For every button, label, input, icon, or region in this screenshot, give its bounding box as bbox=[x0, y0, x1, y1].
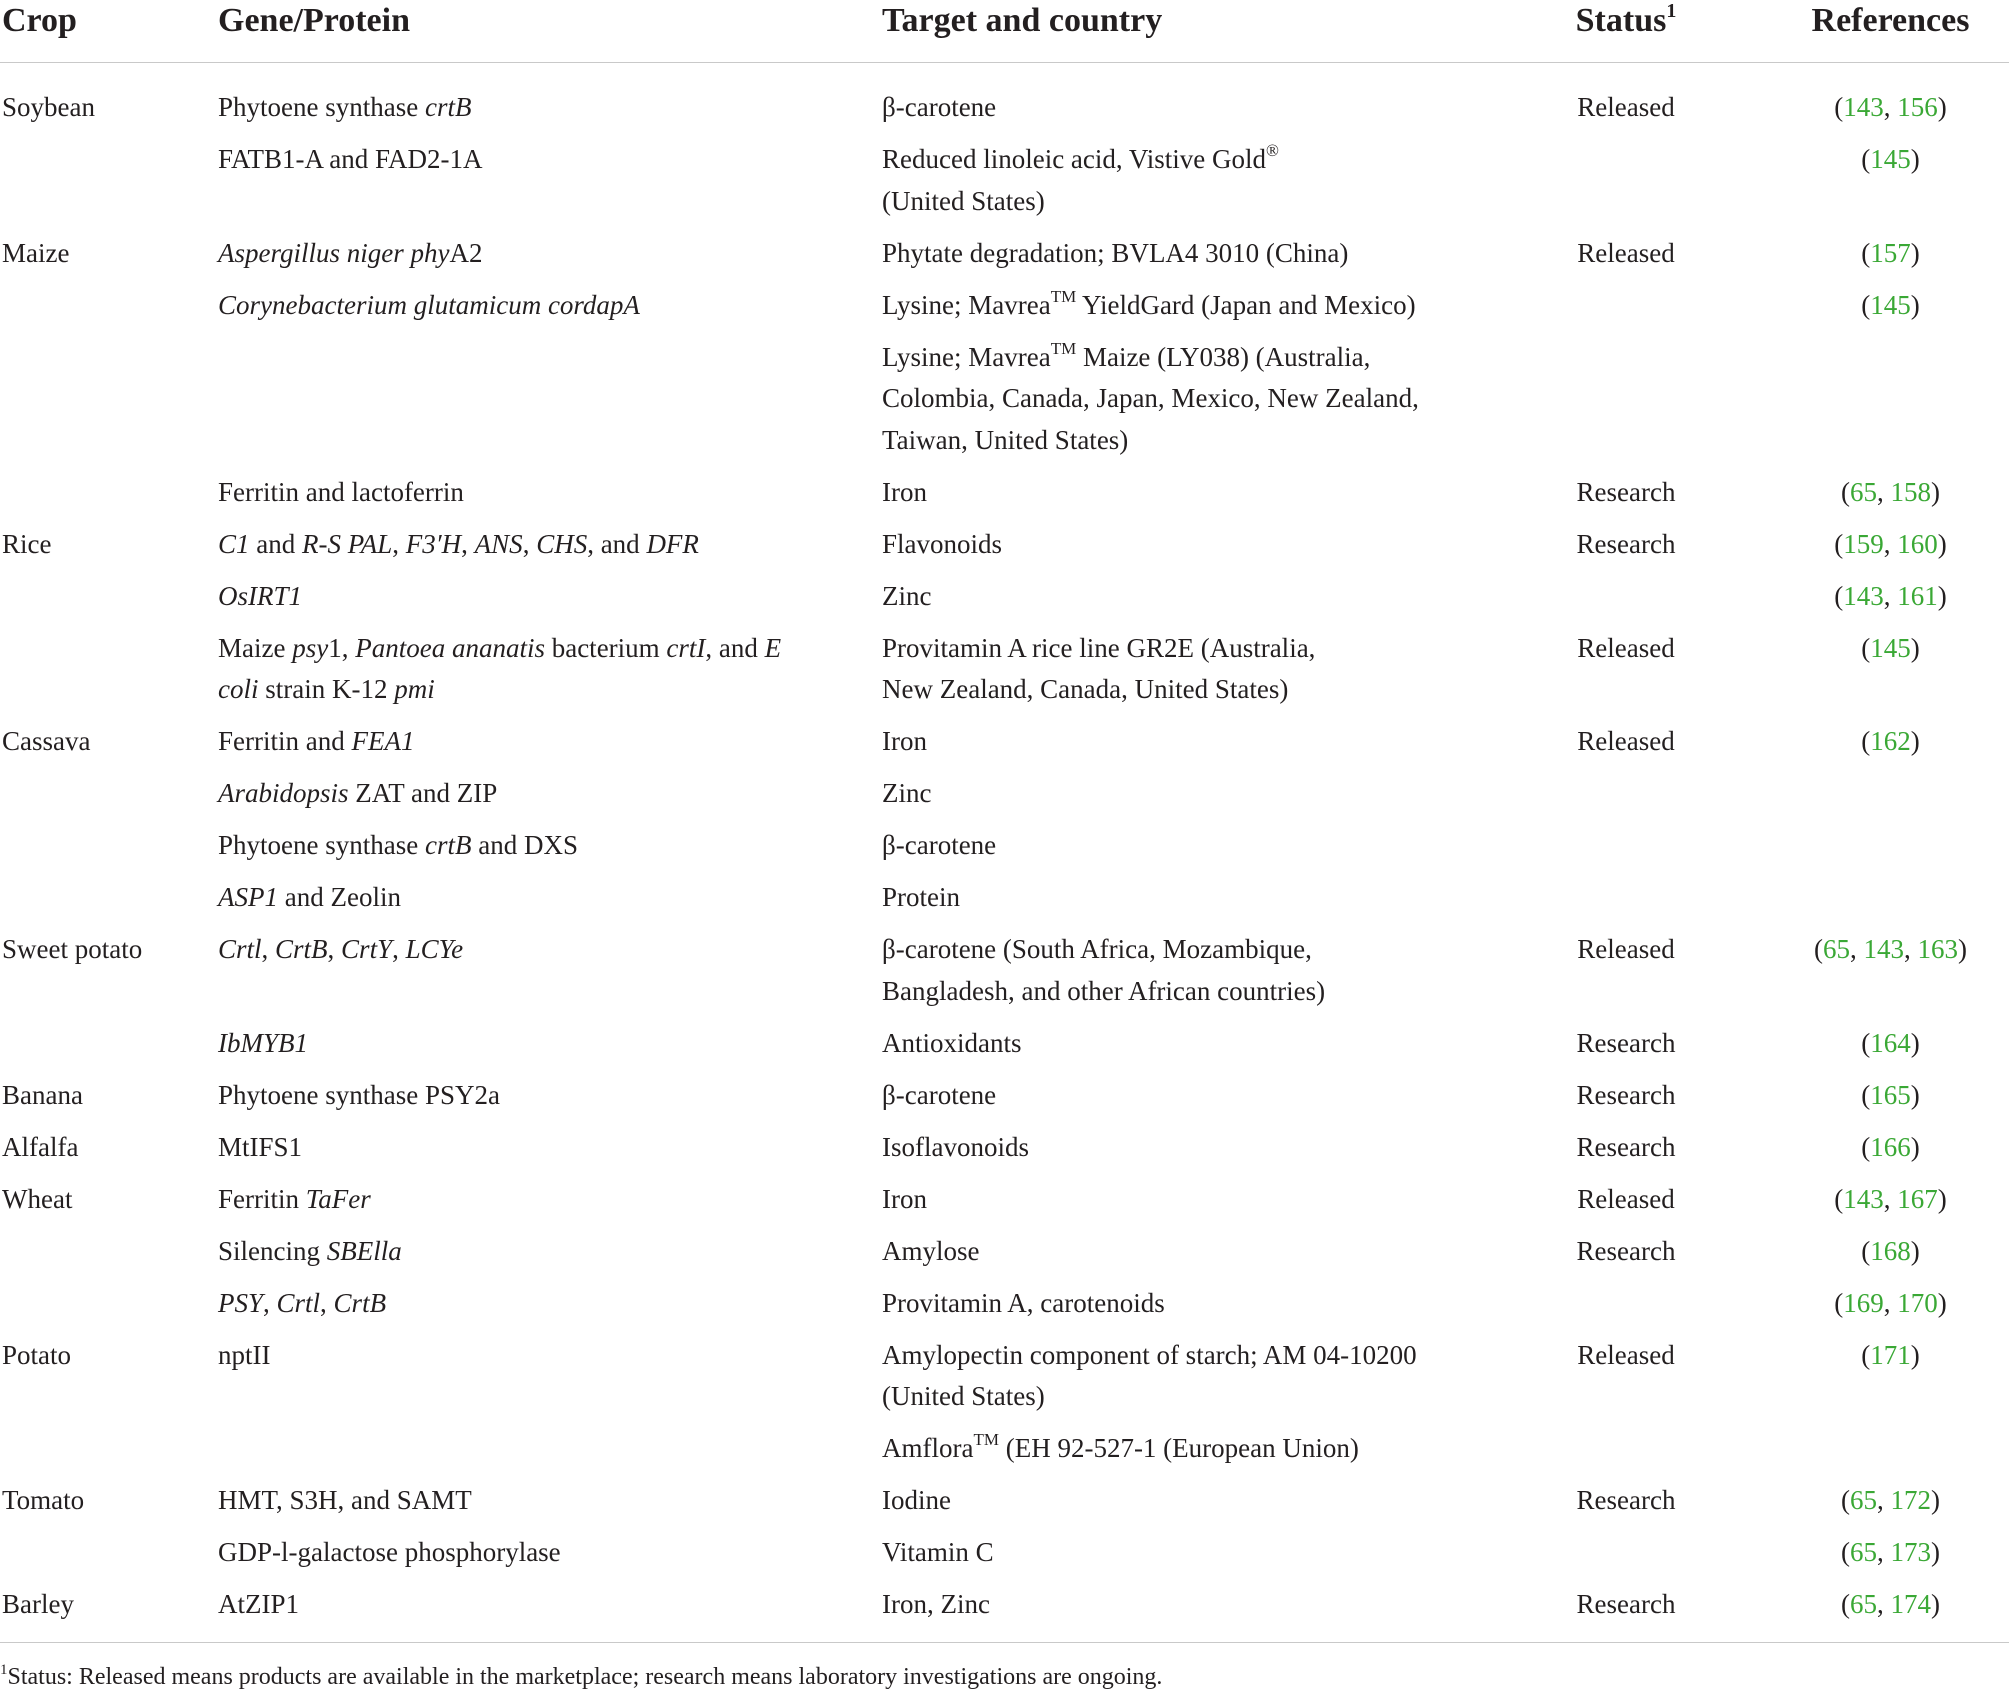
reference-link[interactable]: 162 bbox=[1870, 726, 1911, 756]
text-segment: F3′H bbox=[405, 528, 462, 559]
cell-status bbox=[1480, 139, 1770, 233]
cell-references: (145) bbox=[1861, 632, 1920, 663]
header-references: References bbox=[1770, 0, 2009, 63]
text-segment: , bbox=[263, 1287, 277, 1318]
cell-status bbox=[1480, 1428, 1770, 1480]
cell-status: Released bbox=[1577, 934, 1675, 964]
text-segment: crtB bbox=[424, 92, 472, 122]
reference-link[interactable]: 171 bbox=[1870, 1339, 1911, 1370]
table-row bbox=[0, 721, 2009, 773]
text-segment: Crtl bbox=[276, 1287, 321, 1318]
table-row bbox=[0, 337, 2009, 472]
table-row bbox=[0, 877, 2009, 929]
text-segment: TM bbox=[1050, 338, 1077, 358]
cell-status: Released bbox=[1577, 1183, 1675, 1214]
text-segment: Maize (LY038) (Australia, bbox=[1076, 341, 1371, 372]
cell-status bbox=[1480, 825, 1770, 877]
cell-crop bbox=[0, 1231, 216, 1283]
table-row bbox=[0, 773, 2009, 825]
cell-status bbox=[1480, 877, 1770, 929]
text-segment: ANS bbox=[474, 528, 523, 559]
cell-crop: Alfalfa bbox=[2, 1131, 79, 1162]
reference-link[interactable]: 159 bbox=[1843, 528, 1884, 559]
table-row bbox=[0, 1283, 2009, 1335]
table-row bbox=[0, 524, 2009, 576]
cell-gene bbox=[216, 337, 880, 472]
table-row bbox=[0, 628, 2009, 722]
cell-references: (168) bbox=[1861, 1235, 1920, 1266]
cell-status bbox=[1480, 576, 1770, 628]
reference-link[interactable]: 170 bbox=[1897, 1287, 1938, 1318]
table-header bbox=[0, 0, 2009, 63]
cell-target bbox=[880, 1023, 1480, 1075]
cell-references: (65, 172) bbox=[1841, 1485, 1940, 1515]
text-segment: FEA1 bbox=[351, 726, 415, 756]
text-segment: GDP-l-galactose phosphorylase bbox=[218, 1537, 561, 1567]
reference-link[interactable]: 143 bbox=[1843, 580, 1884, 611]
text-segment: psy bbox=[292, 632, 329, 663]
cell-references: (65, 158) bbox=[1841, 476, 1940, 507]
cell-target bbox=[880, 1179, 1480, 1231]
cell-status bbox=[1480, 1283, 1770, 1335]
text-segment: TM bbox=[973, 1430, 999, 1449]
text-segment: CHS bbox=[536, 528, 588, 559]
cell-gene bbox=[216, 1532, 880, 1584]
text-segment: , bbox=[392, 934, 406, 964]
text-segment: Crtl bbox=[218, 934, 262, 964]
table-row bbox=[0, 1584, 2009, 1642]
text-segment: OsIRT1 bbox=[218, 580, 303, 611]
text-segment: , and bbox=[705, 632, 765, 663]
text-segment: Silencing bbox=[218, 1235, 327, 1266]
table-row bbox=[0, 63, 2009, 140]
cell-target bbox=[880, 825, 1480, 877]
reference-link[interactable]: 145 bbox=[1870, 632, 1911, 663]
table-row bbox=[0, 1075, 2009, 1127]
cell-crop bbox=[0, 1532, 216, 1584]
text-segment: (United States) bbox=[882, 1381, 1045, 1411]
reference-link[interactable]: 65 bbox=[1850, 1537, 1877, 1567]
cell-crop: Barley bbox=[0, 1584, 216, 1642]
header-target: Target and country bbox=[880, 0, 1480, 63]
cell-gene bbox=[216, 1428, 880, 1480]
cell-gene bbox=[216, 929, 880, 1023]
text-segment: ASP1 bbox=[218, 882, 278, 912]
cell-gene bbox=[216, 721, 880, 773]
text-segment: β-carotene bbox=[882, 92, 997, 122]
text-segment: CrtB bbox=[275, 934, 328, 964]
text-segment: A2 bbox=[449, 237, 483, 268]
table-row bbox=[0, 1127, 2009, 1179]
text-segment: nptII bbox=[218, 1339, 271, 1370]
reference-link[interactable]: 169 bbox=[1843, 1287, 1884, 1318]
reference-link[interactable]: 168 bbox=[1870, 1235, 1911, 1266]
cell-target bbox=[880, 877, 1480, 929]
cell-gene bbox=[216, 1283, 880, 1335]
text-segment: Provitamin A, carotenoids bbox=[882, 1287, 1165, 1318]
cell-status: Research bbox=[1576, 1235, 1676, 1266]
cell-crop: Soybean bbox=[2, 92, 95, 122]
cell-target bbox=[880, 576, 1480, 628]
text-segment: Pantoea ananatis bbox=[355, 632, 545, 663]
cell-status: Research bbox=[1576, 476, 1676, 507]
cell-target bbox=[880, 721, 1480, 773]
cell-references bbox=[1770, 773, 2009, 825]
reference-link[interactable]: 65 bbox=[1823, 934, 1850, 964]
table-row bbox=[0, 139, 2009, 233]
cell-gene bbox=[216, 1231, 880, 1283]
footnote-marker[interactable]: 1 bbox=[1666, 0, 1677, 22]
text-segment: Ferritin and lactoferrin bbox=[218, 476, 464, 507]
cell-gene bbox=[216, 1127, 880, 1179]
text-segment: Lysine; Mavrea bbox=[882, 289, 1051, 320]
text-segment: SBElla bbox=[326, 1235, 402, 1266]
cell-gene bbox=[216, 524, 880, 576]
text-segment: AtZIP1 bbox=[218, 1589, 299, 1619]
text-segment: Amylose bbox=[882, 1235, 980, 1266]
cell-references: (145) bbox=[1861, 289, 1920, 320]
table-row bbox=[0, 1532, 2009, 1584]
cell-target bbox=[880, 1480, 1480, 1532]
cell-references: (65, 143, 163) bbox=[1814, 934, 1967, 964]
cell-target bbox=[880, 1075, 1480, 1127]
text-segment: , bbox=[392, 528, 406, 559]
cell-references: (165) bbox=[1861, 1079, 1920, 1110]
cell-gene bbox=[216, 63, 880, 140]
text-segment: CrtB bbox=[333, 1287, 387, 1318]
text-segment: Ferritin and bbox=[218, 726, 352, 756]
cell-status: Research bbox=[1576, 1079, 1676, 1110]
footnote-number: 1 bbox=[0, 1662, 8, 1678]
cell-references: (162) bbox=[1861, 726, 1920, 756]
cell-status: Released bbox=[1577, 632, 1675, 663]
text-segment: Zinc bbox=[882, 580, 932, 611]
table-row bbox=[0, 1179, 2009, 1231]
text-segment: Arabidopsis bbox=[218, 778, 349, 808]
text-segment: Antioxidants bbox=[882, 1027, 1022, 1058]
cell-references: (143, 161) bbox=[1834, 580, 1947, 611]
text-segment: , bbox=[522, 528, 537, 559]
text-segment: Taiwan, United States) bbox=[882, 424, 1129, 455]
text-segment: YieldGard (Japan and Mexico) bbox=[1076, 289, 1416, 320]
text-segment: β-carotene bbox=[882, 830, 997, 860]
cell-target bbox=[880, 1428, 1480, 1480]
text-segment: , and bbox=[587, 528, 647, 559]
text-segment: crtB bbox=[424, 830, 472, 860]
cell-status: Released bbox=[1577, 726, 1675, 756]
reference-link[interactable]: 145 bbox=[1870, 289, 1911, 320]
text-segment: β-carotene (South Africa, Mozambique, bbox=[882, 934, 1312, 964]
table-row bbox=[0, 1480, 2009, 1532]
reference-link[interactable]: 143 bbox=[1843, 92, 1884, 122]
text-segment: Phytate degradation; BVLA4 3010 (China) bbox=[882, 237, 1349, 268]
cell-status bbox=[1480, 1532, 1770, 1584]
cell-references: (157) bbox=[1861, 237, 1920, 268]
cell-status bbox=[1480, 337, 1770, 472]
cell-target bbox=[880, 472, 1480, 524]
text-segment: Iodine bbox=[882, 1485, 951, 1515]
reference-link[interactable]: 160 bbox=[1897, 528, 1938, 559]
cell-target bbox=[880, 1584, 1480, 1642]
reference-link[interactable]: 158 bbox=[1890, 476, 1931, 507]
cell-crop: Cassava bbox=[2, 726, 91, 756]
text-segment: bacterium bbox=[544, 632, 667, 663]
text-segment: and Zeolin bbox=[278, 882, 401, 912]
cell-target bbox=[880, 337, 1480, 472]
cell-target bbox=[880, 1532, 1480, 1584]
text-segment: DFR bbox=[646, 528, 699, 559]
reference-link[interactable]: 65 bbox=[1850, 1589, 1877, 1619]
cell-crop: Tomato bbox=[2, 1485, 85, 1515]
cell-target bbox=[880, 139, 1480, 233]
text-segment: Phytoene synthase PSY2a bbox=[218, 1079, 500, 1110]
cell-status: Research bbox=[1576, 1027, 1676, 1058]
header-gene: Gene/Protein bbox=[216, 0, 880, 63]
reference-link[interactable]: 166 bbox=[1870, 1131, 1911, 1162]
text-segment: pmi bbox=[394, 674, 435, 704]
text-segment: Ferritin bbox=[218, 1183, 306, 1214]
cell-crop bbox=[0, 472, 216, 524]
cell-gene bbox=[216, 1075, 880, 1127]
text-segment: (United States) bbox=[882, 185, 1045, 216]
text-segment: Iron bbox=[882, 726, 927, 756]
reference-link[interactable]: 143 bbox=[1863, 934, 1904, 964]
cell-crop: Sweet potato bbox=[2, 934, 143, 964]
cell-gene bbox=[216, 472, 880, 524]
reference-link[interactable]: 174 bbox=[1890, 1589, 1931, 1619]
cell-gene bbox=[216, 628, 880, 722]
reference-link[interactable]: 167 bbox=[1897, 1183, 1938, 1214]
cell-references: (145) bbox=[1861, 144, 1920, 174]
text-segment: Lysine; Mavrea bbox=[882, 341, 1051, 372]
text-segment: Aspergillus niger phy bbox=[218, 237, 450, 268]
text-segment: Phytoene synthase bbox=[218, 92, 425, 122]
cell-references: (65, 174) bbox=[1770, 1584, 2009, 1642]
cell-crop bbox=[0, 877, 216, 929]
text-segment: Amflora bbox=[882, 1433, 974, 1463]
footnote-text: Status: Released means products are available in the marketplace; research means laboratory investigations are ongoing. bbox=[7, 1664, 1163, 1690]
table-row bbox=[0, 1023, 2009, 1075]
text-segment: LCYe bbox=[405, 934, 464, 964]
text-segment: HMT, S3H, and SAMT bbox=[218, 1485, 472, 1515]
table-footnote bbox=[0, 1662, 1162, 1692]
table-row bbox=[0, 285, 2009, 337]
cell-status: Released bbox=[1577, 1339, 1675, 1370]
text-segment: Phytoene synthase bbox=[218, 830, 425, 860]
cell-crop bbox=[0, 576, 216, 628]
cell-crop: Rice bbox=[2, 528, 52, 559]
text-segment: (EH 92-527-1 (European Union) bbox=[998, 1433, 1359, 1463]
cell-crop bbox=[0, 773, 216, 825]
table-row bbox=[0, 929, 2009, 1023]
cell-references: (143, 167) bbox=[1834, 1183, 1947, 1214]
text-segment: and DXS bbox=[471, 830, 578, 860]
reference-link[interactable]: 65 bbox=[1850, 1485, 1877, 1515]
cell-status: Released bbox=[1577, 237, 1675, 268]
cell-references: (166) bbox=[1861, 1131, 1920, 1162]
cell-references bbox=[1770, 337, 2009, 472]
reference-link[interactable]: 164 bbox=[1870, 1027, 1911, 1058]
cell-status: Released bbox=[1577, 92, 1675, 122]
text-segment: Vitamin C bbox=[882, 1537, 994, 1567]
cell-crop bbox=[0, 825, 216, 877]
cell-references bbox=[1770, 825, 2009, 877]
text-segment: TaFer bbox=[305, 1183, 371, 1214]
table-row bbox=[0, 472, 2009, 524]
text-segment: R-S PAL bbox=[302, 528, 393, 559]
table-row bbox=[0, 1231, 2009, 1283]
cell-gene bbox=[216, 773, 880, 825]
cell-target bbox=[880, 524, 1480, 576]
cell-crop bbox=[0, 628, 216, 722]
cell-references: (143, 156) bbox=[1834, 92, 1947, 122]
cell-status: Research bbox=[1576, 1131, 1676, 1162]
cell-gene bbox=[216, 1584, 880, 1642]
cell-status: Research bbox=[1480, 1584, 1770, 1642]
cell-gene bbox=[216, 233, 880, 285]
text-segment: New Zealand, Canada, United States) bbox=[882, 674, 1289, 704]
text-segment: , bbox=[461, 528, 475, 559]
text-segment: Amylopectin component of starch; AM 04-10200 bbox=[882, 1339, 1417, 1370]
table-row bbox=[0, 1428, 2009, 1480]
text-segment: Iron bbox=[882, 476, 927, 507]
reference-link[interactable]: 161 bbox=[1897, 580, 1938, 611]
cell-gene bbox=[216, 139, 880, 233]
cell-crop bbox=[0, 139, 216, 233]
cell-target bbox=[880, 63, 1480, 140]
cell-status bbox=[1480, 773, 1770, 825]
text-segment: Colombia, Canada, Japan, Mexico, New Zealand, bbox=[882, 383, 1419, 413]
text-segment: , bbox=[320, 1287, 334, 1318]
table-row bbox=[0, 825, 2009, 877]
text-segment: 1, bbox=[328, 632, 356, 663]
cell-crop bbox=[0, 1283, 216, 1335]
cell-target bbox=[880, 1335, 1480, 1429]
cell-crop bbox=[0, 1023, 216, 1075]
text-segment: β-carotene bbox=[882, 1079, 997, 1110]
cell-gene bbox=[216, 1023, 880, 1075]
reference-link[interactable]: 165 bbox=[1870, 1079, 1911, 1110]
text-segment: Provitamin A rice line GR2E (Australia, bbox=[882, 632, 1316, 663]
cell-gene bbox=[216, 1480, 880, 1532]
text-segment: FATB1-A and FAD2-1A bbox=[218, 144, 483, 174]
cell-references bbox=[1770, 877, 2009, 929]
reference-link[interactable]: 143 bbox=[1843, 1183, 1884, 1214]
text-segment: strain K-12 bbox=[258, 674, 395, 704]
cell-target bbox=[880, 285, 1480, 337]
text-segment: PSY bbox=[218, 1287, 264, 1318]
table-row bbox=[0, 576, 2009, 628]
text-segment: crtI bbox=[666, 632, 706, 663]
text-segment: Isoflavonoids bbox=[882, 1131, 1029, 1162]
text-segment: IbMYB1 bbox=[218, 1027, 308, 1058]
cell-target bbox=[880, 233, 1480, 285]
cell-crop bbox=[0, 337, 216, 472]
cell-references: (65, 173) bbox=[1841, 1537, 1940, 1567]
cell-target bbox=[880, 628, 1480, 722]
text-segment: MtIFS1 bbox=[218, 1131, 303, 1162]
header-crop: Crop bbox=[0, 0, 216, 63]
reference-link[interactable]: 172 bbox=[1890, 1485, 1931, 1515]
text-segment: Maize bbox=[218, 632, 293, 663]
cell-target bbox=[880, 929, 1480, 1023]
reference-link[interactable]: 145 bbox=[1870, 144, 1911, 174]
text-segment: Protein bbox=[882, 882, 960, 912]
cell-target bbox=[880, 1231, 1480, 1283]
cell-references: (169, 170) bbox=[1834, 1287, 1947, 1318]
cell-gene bbox=[216, 576, 880, 628]
cell-references: (171) bbox=[1861, 1339, 1920, 1370]
cell-status bbox=[1480, 285, 1770, 337]
text-segment: Bangladesh, and other African countries) bbox=[882, 975, 1326, 1006]
cell-target bbox=[880, 1283, 1480, 1335]
header-status: Status$^1$ bbox=[1480, 0, 1770, 63]
reference-link[interactable]: 65 bbox=[1850, 476, 1877, 507]
cell-status: Research bbox=[1576, 528, 1676, 559]
text-segment: Iron, Zinc bbox=[882, 1589, 990, 1619]
cell-references: (159, 160) bbox=[1834, 528, 1947, 559]
text-segment: Corynebacterium glutamicum cordapA bbox=[218, 289, 640, 320]
table-row bbox=[0, 1335, 2009, 1429]
cell-target bbox=[880, 1127, 1480, 1179]
text-segment: ® bbox=[1266, 141, 1279, 160]
text-segment: Reduced linoleic acid, Vistive Gold bbox=[882, 144, 1267, 174]
cell-crop bbox=[0, 1428, 216, 1480]
cell-crop bbox=[0, 285, 216, 337]
cell-gene bbox=[216, 877, 880, 929]
table-row bbox=[0, 233, 2009, 285]
cell-target bbox=[880, 773, 1480, 825]
text-segment: TM bbox=[1050, 286, 1077, 306]
text-segment: C1 bbox=[218, 528, 250, 559]
text-segment: CrtY bbox=[341, 934, 393, 964]
cell-status: Research bbox=[1576, 1485, 1676, 1515]
text-segment: ZAT and ZIP bbox=[348, 778, 498, 808]
cell-crop: Maize bbox=[2, 237, 70, 268]
cell-crop: Wheat bbox=[2, 1183, 73, 1214]
reference-link[interactable]: 157 bbox=[1870, 237, 1911, 268]
reference-link[interactable]: 163 bbox=[1917, 934, 1958, 964]
cell-gene bbox=[216, 285, 880, 337]
cell-references bbox=[1770, 1428, 2009, 1480]
cell-crop: Potato bbox=[2, 1339, 72, 1370]
text-segment: Zinc bbox=[882, 778, 932, 808]
cell-references: (164) bbox=[1861, 1027, 1920, 1058]
text-segment: Iron bbox=[882, 1183, 927, 1214]
reference-link[interactable]: 173 bbox=[1890, 1537, 1931, 1567]
text-segment: coli bbox=[218, 674, 259, 704]
text-segment: Flavonoids bbox=[882, 528, 1003, 559]
text-segment: , bbox=[327, 934, 342, 964]
text-segment: E bbox=[764, 632, 782, 663]
text-segment: and bbox=[249, 528, 302, 559]
cell-crop: Banana bbox=[2, 1079, 83, 1110]
text-segment: , bbox=[261, 934, 276, 964]
reference-link[interactable]: 156 bbox=[1897, 92, 1938, 122]
cell-gene bbox=[216, 825, 880, 877]
table-body bbox=[0, 63, 2009, 1643]
cell-gene bbox=[216, 1179, 880, 1231]
cell-gene bbox=[216, 1335, 880, 1429]
